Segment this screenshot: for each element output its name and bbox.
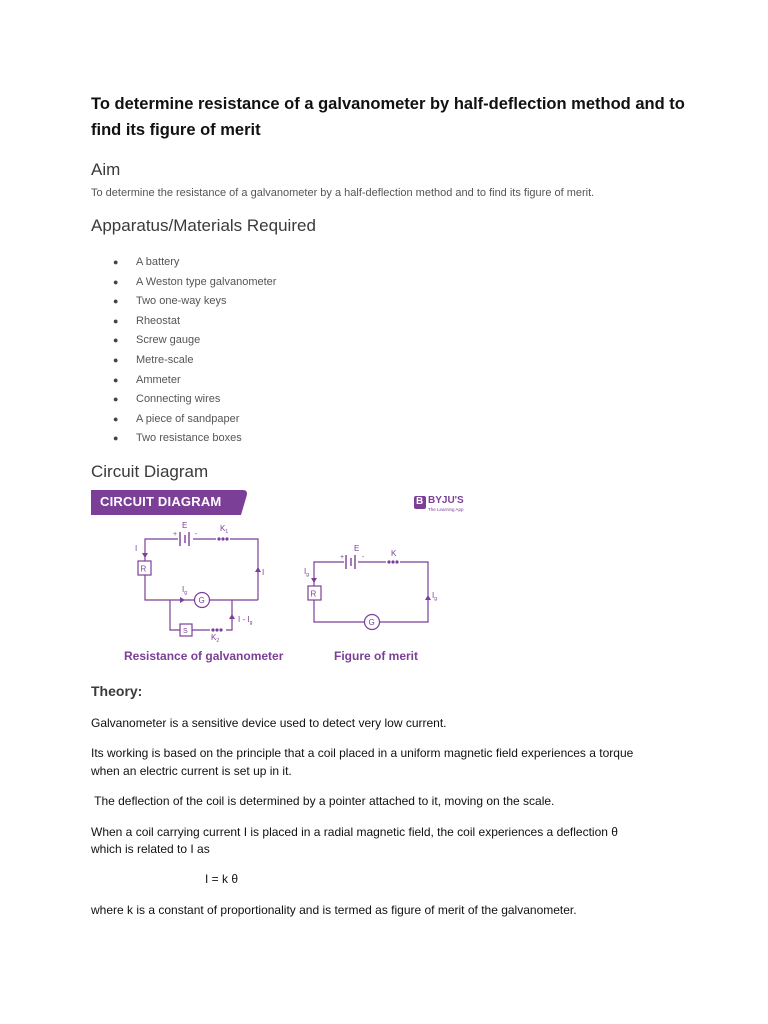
theory-paragraph-2a: Its working is based on the principle that a coil placed in a uniform magnetic field experiences a torque [91, 746, 634, 760]
theory-paragraph-3: The deflection of the coil is determined by a pointer attached to it, moving on the scale. [91, 794, 555, 808]
page-title-line-1: To determine resistance of a galvanometer by half-deflection method and to [91, 95, 685, 113]
right-arrows [311, 578, 431, 600]
page-title-line-2: find its figure of merit [91, 121, 261, 139]
bullet: ● [113, 257, 119, 267]
arrow-up-icon [425, 595, 431, 600]
right-circuit-wires [314, 562, 428, 622]
theory-paragraph-5: where k is a constant of proportionality and is termed as figure of merit of the galvanometer. [91, 903, 577, 917]
theory-heading: Theory: [91, 683, 143, 699]
list-item-text: Ammeter [136, 373, 181, 386]
arrow-down-icon [311, 578, 317, 583]
bullet: ● [113, 315, 119, 326]
caption-figure-of-merit: Figure of merit [334, 649, 419, 663]
label-plus: + [340, 554, 345, 561]
bullet: ● [113, 276, 119, 287]
bullet: ● [113, 394, 119, 405]
label-minus: - [195, 531, 198, 538]
banner-label: CIRCUIT DIAGRAM [100, 494, 222, 509]
label-Ig-left: $I_g$ [304, 567, 310, 578]
label-R: R [310, 589, 317, 599]
theory-paragraph-1: Galvanometer is a sensitive device used to detect very low current. [91, 716, 447, 730]
label-G: G [198, 596, 205, 605]
bullet: ● [113, 374, 119, 385]
theory-paragraph-4a: When a coil carrying current I is placed in a radial magnetic field, the coil experiences a deflection θ [91, 825, 618, 839]
left-key-icon [217, 537, 228, 540]
caption-resistance-of-galvanometer: Resistance of galvanometer [124, 649, 284, 663]
theory-paragraph-2b: when an electric current is set up in it. [91, 764, 292, 778]
label-E: E [182, 521, 188, 530]
left-battery-icon [180, 532, 189, 546]
bullet: ● [113, 335, 119, 346]
apparatus-heading: Apparatus/Materials Required [91, 216, 316, 235]
label-K1: $K_1$ [220, 524, 229, 535]
left-key2-icon [211, 628, 222, 631]
right-key-icon [387, 560, 398, 563]
bullet: ● [113, 296, 119, 307]
label-E: E [354, 544, 360, 553]
list-item-text: A piece of sandpaper [136, 412, 240, 425]
list-item-text: Screw gauge [136, 334, 201, 347]
label-S: S [183, 628, 188, 635]
label-R: R [140, 564, 147, 574]
label-K2: $K_2$ [211, 633, 220, 644]
bullet: ● [113, 354, 119, 365]
label-Ig-right: $I_g$ [432, 591, 438, 602]
arrow-up-icon [255, 567, 261, 572]
logo-tagline: The Learning App [428, 507, 464, 512]
list-item-text: A Weston type galvanometer [136, 275, 277, 288]
theory-paragraph-4b: which is related to I as [91, 842, 210, 856]
label-I-left: I [135, 544, 138, 553]
formula: I = k θ [205, 872, 239, 886]
left-arrows [142, 553, 261, 619]
circuit-heading: Circuit Diagram [91, 462, 209, 481]
label-G: G [368, 618, 375, 627]
logo-name: BYJU'S [428, 495, 464, 506]
aim-heading: Aim [91, 160, 121, 179]
bullet: ● [113, 413, 119, 424]
list-item-text: Metre-scale [136, 353, 194, 366]
arrow-down-icon [142, 553, 148, 558]
bullet: ● [113, 433, 119, 444]
label-I-minus-Ig: I - $I_g$ [238, 615, 253, 626]
list-item-text: Two resistance boxes [136, 432, 242, 445]
list-item-text: A battery [136, 256, 180, 268]
logo-mark: B [416, 496, 424, 507]
label-Ig: $I_g$ [182, 585, 188, 596]
arrow-right-icon [180, 597, 185, 603]
arrow-up-icon [229, 614, 235, 619]
label-minus: - [362, 554, 365, 561]
list-item-text: Two one-way keys [136, 295, 227, 308]
label-I-right: I [262, 568, 265, 577]
list-item-text: Rheostat [136, 314, 181, 327]
label-plus: + [173, 531, 178, 538]
label-K: K [391, 549, 397, 558]
right-battery-icon [346, 555, 355, 569]
list-item-text: Connecting wires [136, 393, 221, 406]
aim-text: To determine the resistance of a galvanometer by a half-deflection method and to find its figure of merit. [91, 187, 595, 199]
